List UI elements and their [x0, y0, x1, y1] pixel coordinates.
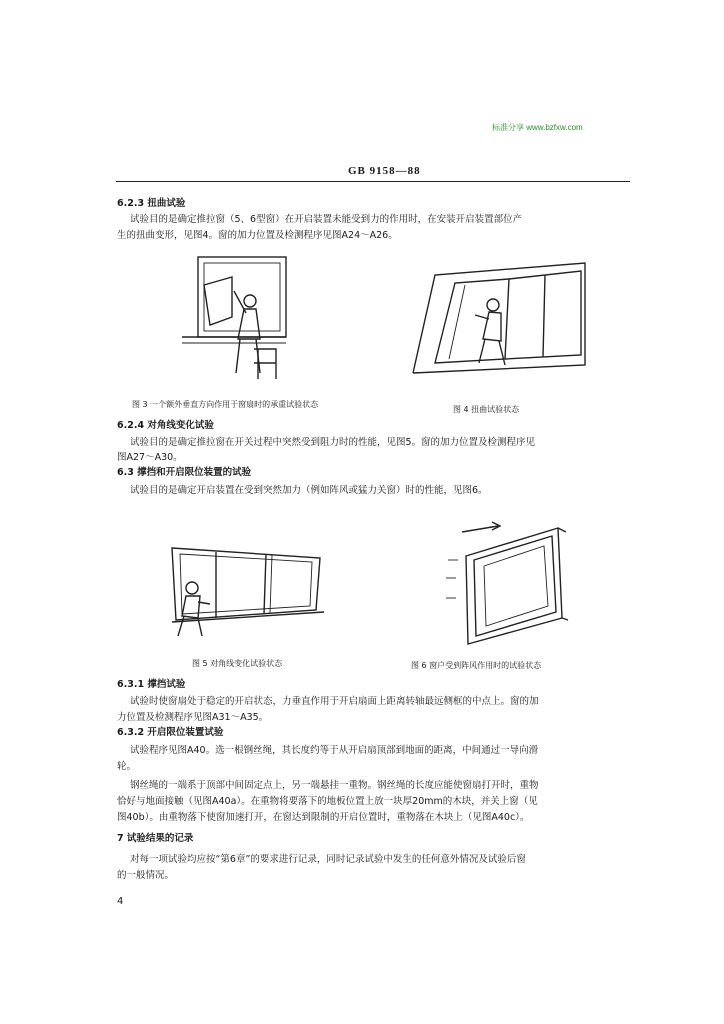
- caption-figure-4: 图 4 扭曲试验状态: [453, 405, 520, 414]
- figure-4-illustration: [405, 255, 590, 385]
- para-6-3-2-line4: 恰好与地面接触（见图A40a）。在重物将要落下的地板位置上放一块厚20mm的木块，并关上窗（见: [117, 796, 538, 807]
- figure-5-illustration: [170, 540, 330, 640]
- heading-6-2-4: 6.2.4 对角线变化试验: [117, 420, 214, 431]
- heading-6-2-3: 6.2.3 扭曲试验: [117, 198, 186, 209]
- para-6-3-2-line1: 试验程序见图A40。选一根钢丝绳，其长度约等于从开启扇顶部到地面的距离，中间通过一导向滑: [130, 745, 539, 756]
- para-7-line2: 的一般情况。: [117, 870, 175, 881]
- header-rule: [116, 181, 630, 182]
- para-7-line1: 对每一项试验均应按“第6章”的要求进行记录，同时记录试验中发生的任何意外情况及试验后窗: [130, 854, 526, 865]
- para-6-3-1-line1: 试验时使窗扇处于稳定的开启状态，力垂直作用于开启扇面上距离转轴最远侧框的中点上。窗的加: [130, 696, 539, 707]
- para-6-2-3-line1: 试验目的是确定推拉窗（5、6型窗）在开启装置未能受到力的作用时，在安装开启装置部位产: [130, 214, 523, 225]
- page-header: GB 9158—88: [348, 165, 421, 177]
- figure-6-illustration: [440, 520, 580, 650]
- caption-figure-6: 图 6 窗户受到阵风作用时的试验状态: [411, 661, 542, 670]
- para-6-2-4-line1: 试验目的是确定推拉窗在开关过程中突然受到阻力时的性能，见图5。窗的加力位置及检测程序见: [130, 437, 536, 448]
- watermark: 标准分享 www.bzfxw.com: [492, 123, 583, 132]
- para-6-3-1-line2: 力位置及检测程序见图A31～A35。: [117, 712, 269, 723]
- heading-7: 7 试验结果的记录: [117, 833, 194, 844]
- para-6-3-2-line2: 轮。: [117, 761, 137, 772]
- figure-3-illustration: [180, 255, 300, 390]
- para-6-3-2-line5: 图40b）。由重物落下使窗加速打开，在窗达到限制的开启位置时，重物落在木块上（见图A40c）。: [117, 812, 530, 823]
- para-6-3-2-line3: 钢丝绳的一端系于顶部中间固定点上，另一端悬挂一重物。钢丝绳的长度应能使窗扇打开时，重物: [130, 780, 539, 791]
- caption-figure-5: 图 5 对角线变化试验状态: [192, 659, 283, 668]
- caption-figure-3: 图 3 一个额外垂直方向作用于窗扇时的承重试验状态: [132, 400, 319, 409]
- para-6-2-4-line2: 图A27～A30。: [117, 452, 183, 463]
- heading-6-3-1: 6.3.1 撑挡试验: [117, 679, 186, 690]
- page-number: 4: [117, 896, 124, 907]
- para-6-3: 试验目的是确定开启装置在受到突然加力（例如阵风或猛力关窗）时的性能，见图6。: [130, 485, 488, 496]
- heading-6-3-2: 6.3.2 开启限位装置试验: [117, 727, 224, 738]
- para-6-2-3-line2: 生的扭曲变形，见图4。窗的加力位置及检测程序见图A24～A26。: [117, 230, 398, 241]
- heading-6-3: 6.3 撑挡和开启限位装置的试验: [117, 467, 252, 478]
